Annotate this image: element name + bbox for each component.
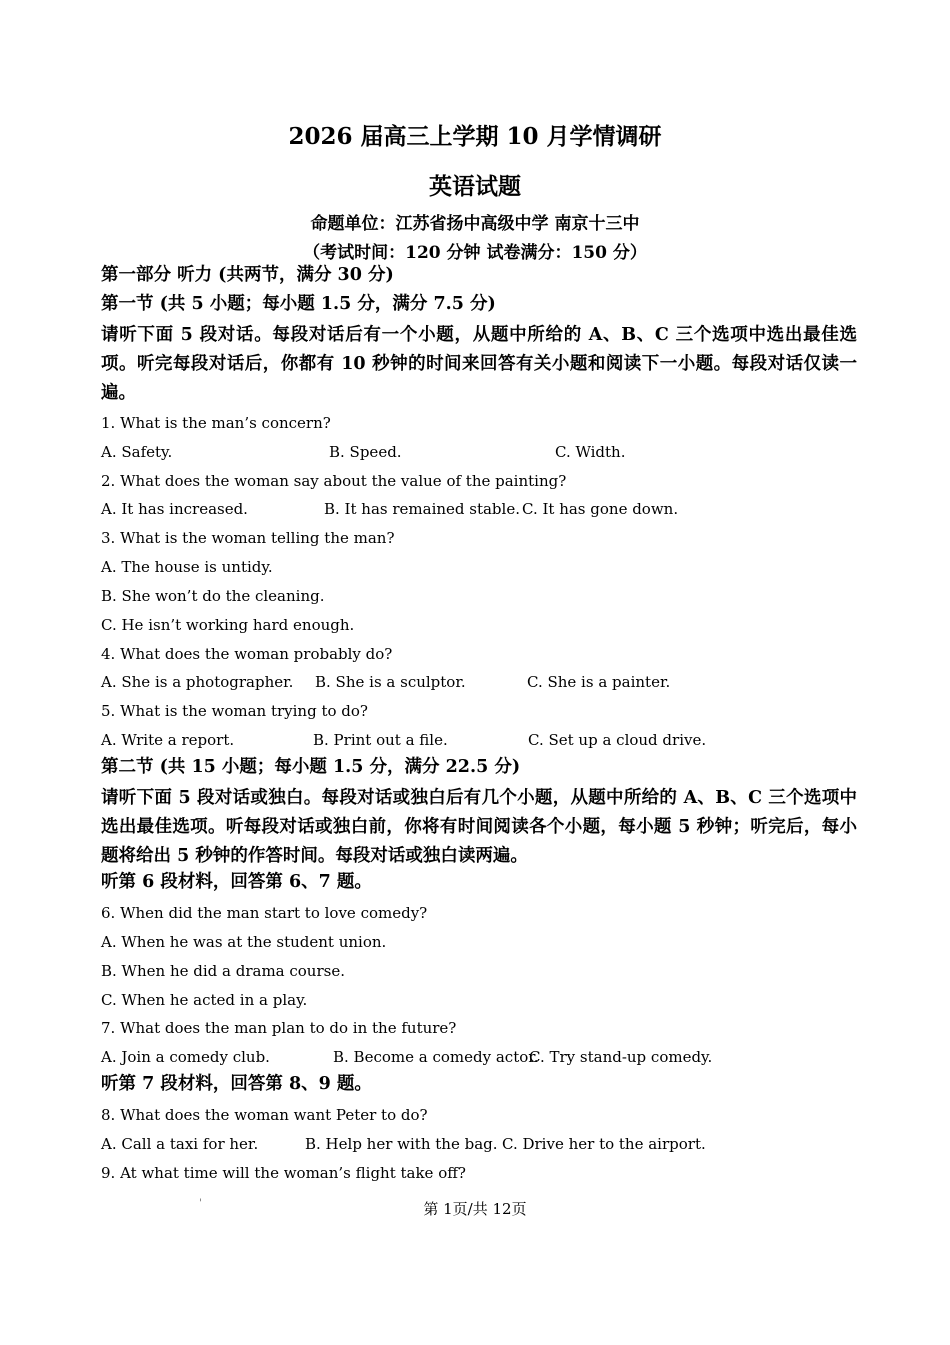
q8-option-c: C. Drive her to the airport. xyxy=(502,1135,706,1153)
group7-heading: 听第 7 段材料，回答第 8、9 题。 xyxy=(101,1074,372,1094)
question-7: 7. What does the man plan to do in the future? xyxy=(101,1019,457,1037)
section1-instructions: 请听下面 5 段对话。每段对话后有一个小题，从题中所给的 A、B、C 三个选项中选出最佳选项。听完每段对话后，你都有 10 秒钟的时间来回答有关小题和阅读下一小题。每段对话仅读一遍。 xyxy=(101,325,857,403)
q7-option-c: C. Try stand-up comedy. xyxy=(529,1048,713,1066)
q8-option-a: A. Call a taxi for her. xyxy=(101,1135,259,1153)
q6-option-a: A. When he was at the student union. xyxy=(101,933,387,951)
q5-option-a: A. Write a report. xyxy=(101,731,235,749)
q7-option-b: B. Become a comedy actor. xyxy=(333,1048,539,1066)
section2-instructions: 请听下面 5 段对话或独白。每段对话或独白后有几个小题，从题中所给的 A、B、C 三个选项中选出最佳选项。听每段对话或独白前，你将有时间阅读各个小题，每小题 5 秒钟；听完后，每小题将给出 5 秒钟的作答时间。每段对话或独白读两遍。 xyxy=(101,788,857,866)
question-9: 9. At what time will the woman’s flight take off? xyxy=(101,1164,466,1182)
q6-option-b: B. When he did a drama course. xyxy=(101,962,345,980)
q2-option-a: A. It has increased. xyxy=(101,500,248,518)
q5-option-b: B. Print out a file. xyxy=(313,731,448,749)
q2-option-b: B. It has remained stable. xyxy=(324,500,520,518)
question-2: 2. What does the woman say about the value of the painting? xyxy=(101,472,567,490)
q8-option-b: B. Help her with the bag. xyxy=(305,1135,498,1153)
exam-info: （考试时间：120 分钟 试卷满分：150 分） xyxy=(303,243,647,263)
q1-option-a: A. Safety. xyxy=(101,443,173,461)
question-8: 8. What does the woman want Peter to do? xyxy=(101,1106,428,1124)
page-number: 第 1页/共 12页 xyxy=(423,1200,527,1218)
question-4: 4. What does the woman probably do? xyxy=(101,645,393,663)
section2-heading: 第二节 (共 15 小题；每小题 1.5 分，满分 22.5 分) xyxy=(101,757,521,777)
q1-option-c: C. Width. xyxy=(555,443,626,461)
q4-option-c: C. She is a painter. xyxy=(527,673,671,691)
q6-option-c: C. When he acted in a play. xyxy=(101,991,308,1009)
q1-option-b: B. Speed. xyxy=(329,443,402,461)
question-6: 6. When did the man start to love comedy? xyxy=(101,904,428,922)
question-5: 5. What is the woman trying to do? xyxy=(101,702,368,720)
group6-heading: 听第 6 段材料，回答第 6、7 题。 xyxy=(101,872,372,892)
q4-option-b: B. She is a sculptor. xyxy=(315,673,466,691)
section1-heading: 第一节 (共 5 小题；每小题 1.5 分，满分 7.5 分) xyxy=(101,294,496,314)
exam-title: 2026 届高三上学期 10 月学情调研 xyxy=(288,123,662,150)
question-1: 1. What is the man’s concern? xyxy=(101,414,331,432)
q4-option-a: A. She is a photographer. xyxy=(101,673,294,691)
question-3: 3. What is the woman telling the man? xyxy=(101,529,395,547)
q3-option-b: B. She won’t do the cleaning. xyxy=(101,587,325,605)
q3-option-a: A. The house is untidy. xyxy=(101,558,273,576)
stray-mark: ' xyxy=(199,1198,202,1209)
q5-option-c: C. Set up a cloud drive. xyxy=(528,731,707,749)
q2-option-c: C. It has gone down. xyxy=(522,500,679,518)
q3-option-c: C. He isn’t working hard enough. xyxy=(101,616,355,634)
exam-subtitle: 英语试题 xyxy=(429,173,521,200)
part1-heading: 第一部分 听力 (共两节，满分 30 分) xyxy=(101,265,394,285)
exam-author: 命题单位：江苏省扬中高级中学 南京十三中 xyxy=(310,214,640,234)
q7-option-a: A. Join a comedy club. xyxy=(101,1048,270,1066)
